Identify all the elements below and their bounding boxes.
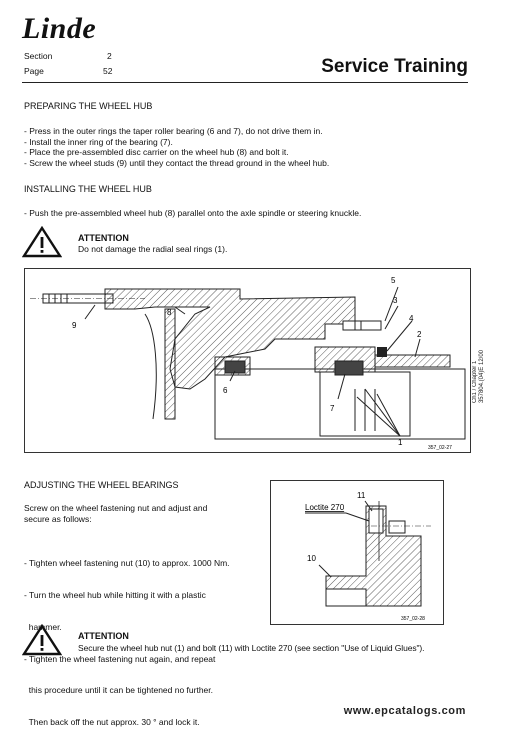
prep-line: - Place the pre-assembled disc carrier on the wheel hub (8) and bolt it.: [24, 147, 289, 158]
adjust-step: Then back off the nut approx. 30 ° and lock it.: [24, 717, 200, 728]
callout-9: 9: [72, 321, 77, 330]
callout-8: 8: [167, 308, 172, 317]
adjust-intro-line: secure as follows:: [24, 513, 92, 524]
callout-11: 11: [357, 491, 366, 500]
callout-2: 2: [417, 330, 422, 339]
adjust-step: hammer.: [24, 621, 62, 632]
callout-10: 10: [307, 554, 316, 563]
wheel-hub-drawing: [24, 268, 471, 453]
callout-3: 3: [393, 296, 398, 305]
page-value: 52: [103, 66, 113, 76]
adjust-intro: [24, 503, 207, 524]
adjust-step: - Tighten the wheel fastening nut again, and repeat: [24, 653, 216, 664]
adjust-step: - Turn the wheel hub while hitting it with a plastic: [24, 589, 206, 600]
prep-line: - Install the inner ring of the bearing (7).: [24, 136, 173, 147]
loctite-label: Loctite 270: [305, 503, 345, 512]
figure-code: 357_02-27: [428, 445, 452, 451]
install-line: - Push the pre-assembled wheel hub (8) parallel onto the axle spindle or steering knuckle.: [24, 208, 362, 218]
wheel-hub-cross-section: [25, 269, 470, 452]
prep-line: - Press in the outer rings the taper roller bearing (6 and 7), do not drive them in.: [24, 126, 323, 136]
footer-url: www.epcatalogs.com: [343, 705, 466, 717]
adjust-heading: ADJUSTING THE WHEEL BEARINGS: [24, 480, 179, 490]
adjust-step: this procedure until it can be tightened no further.: [24, 685, 214, 696]
prep-heading: PREPARING THE WHEEL HUB: [24, 101, 153, 111]
attention-text: Secure the wheel hub nut (1) and bolt (11) with Loctite 270 (see section "Use of Liquid Glues").: [78, 643, 425, 653]
nut-cross-section: [271, 481, 443, 624]
callout-5: 5: [391, 276, 396, 285]
adjust-intro-line: Screw on the wheel fastening nut and adjust and: [24, 503, 208, 513]
side-note: [472, 350, 486, 403]
prep-line: - Screw the wheel studs (9) until they contact the thread ground in the wheel hub.: [24, 157, 330, 168]
callout-4: 4: [409, 314, 414, 323]
page-title: Service Training: [321, 56, 468, 77]
side-note-line: 357804.(04)E 12/00: [479, 350, 485, 404]
warning-triangle-icon: [22, 226, 62, 258]
attention-title: ATTENTION: [78, 233, 129, 243]
nut-drawing: [270, 480, 444, 625]
attention-text: Do not damage the radial seal rings (1).: [78, 244, 228, 254]
header-rule: [22, 82, 468, 83]
callout-6: 6: [223, 386, 228, 395]
figure-code: 357_02-28: [401, 616, 425, 622]
callout-7: 7: [330, 404, 335, 413]
warning-triangle-icon: [22, 624, 62, 656]
side-note-line: Ch1 / Chapter 1: [472, 360, 478, 404]
callout-1: 1: [398, 438, 403, 447]
install-heading: INSTALLING THE WHEEL HUB: [24, 184, 152, 194]
linde-logo: Linde: [22, 12, 97, 45]
prep-list: [24, 126, 329, 168]
adjust-step: - Tighten wheel fastening nut (10) to approx. 1000 Nm.: [24, 558, 230, 569]
attention-title: ATTENTION: [78, 631, 129, 641]
section-label: Section: [24, 51, 53, 61]
page-label: Page: [24, 66, 44, 76]
section-value: 2: [107, 51, 112, 61]
